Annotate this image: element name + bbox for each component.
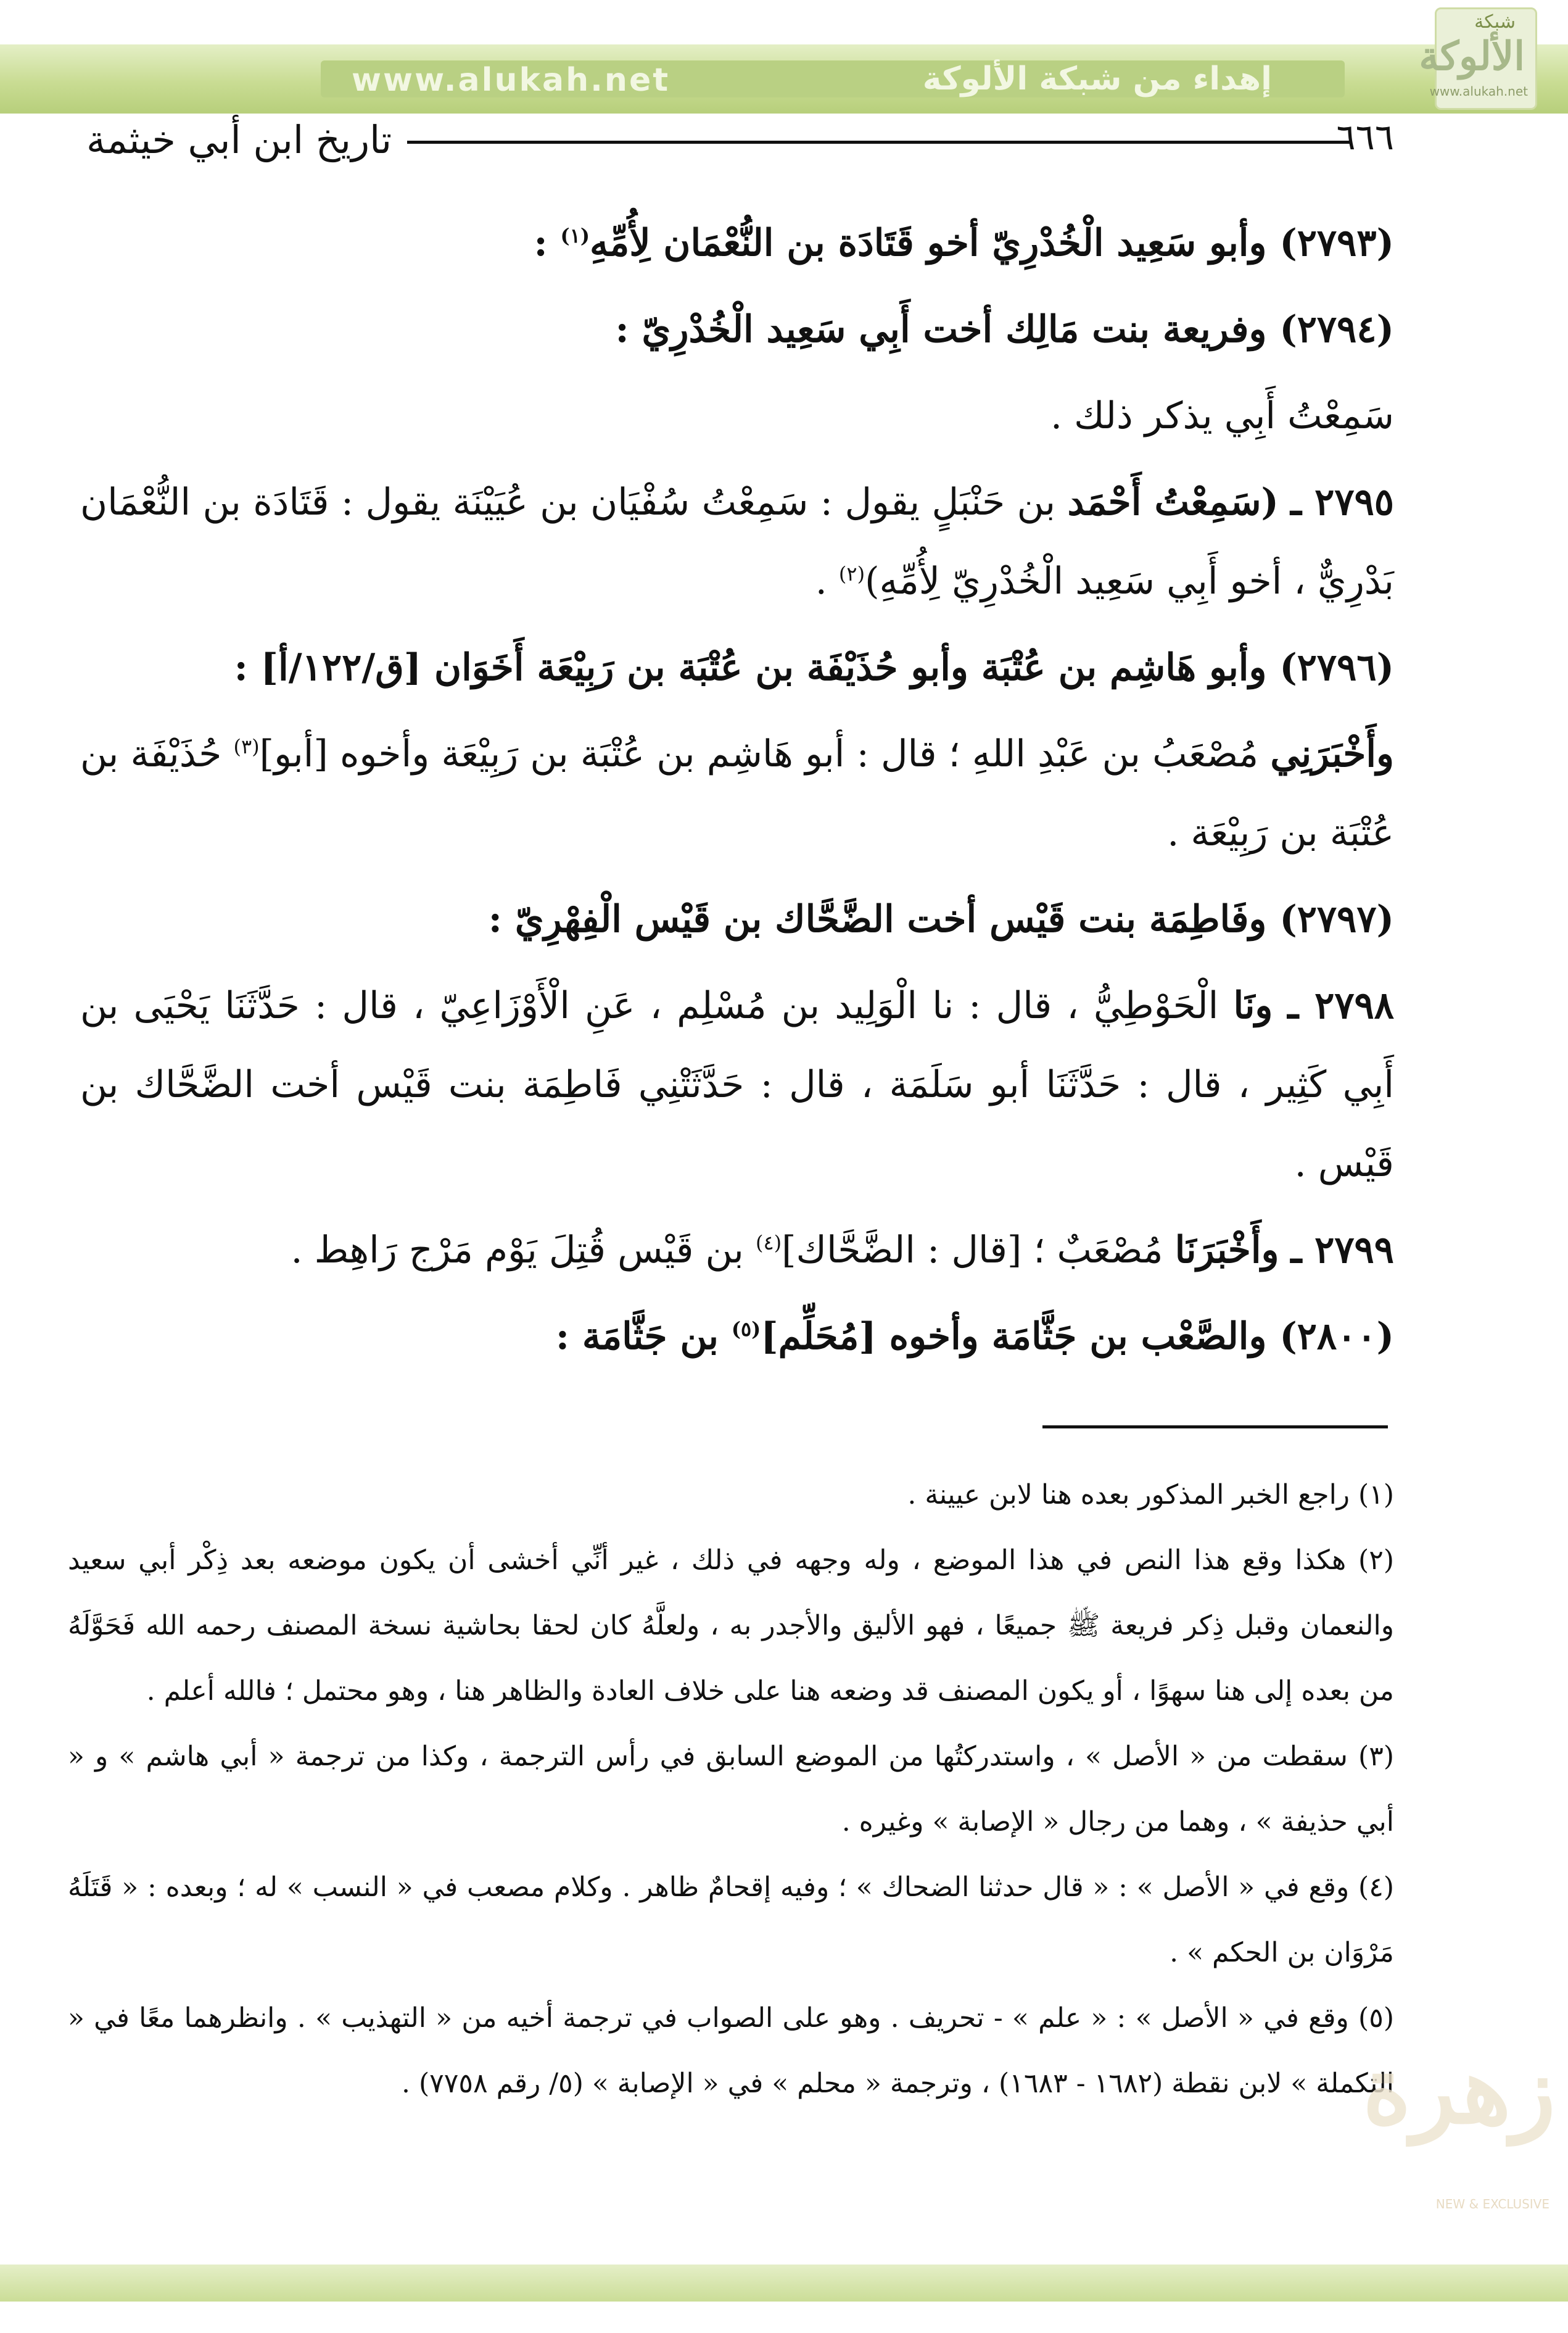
footnote-ref: (١) bbox=[560, 224, 590, 247]
entry-tail: : bbox=[534, 222, 561, 265]
page-header bbox=[86, 117, 1394, 173]
footnote-2: (٢) هكذا وقع هذا النص في هذا الموضع ، وله وجهه في ذلك ، غير أنِّي أخشى أن يكون موضعه بعد ذِكْر أبي سعيد والنعمان وقبل ذِكر فريعة ﷺ جميعًا ، فهو الأليق والأجدر به ، ولعلَّهُ كان لحقا بحاشية نسخة المصنف رحمه الله فَحَوَّلَهُ من بعده إلى هنا سهوًا ، أو يكون المصنف قد وضعه هنا على خلاف العادة والظاهر هنا ، وهو محتمل ؛ فالله أعلم . bbox=[68, 1544, 1394, 1707]
entry-lead: (سَمِعْتُ أَحْمَد bbox=[1067, 481, 1279, 524]
entry-number: (٢٧٩٧) bbox=[1279, 898, 1394, 941]
entry-number: ٢٧٩٨ ـ bbox=[1287, 984, 1394, 1027]
footnote-5: (٥) وقع في « الأصل » : « علم » - تحريف . وهو على الصواب في ترجمة أخيه من « التهذيب » . وانظرهما معًا في « التكملة » لابن نقطة (١٦٨٢ - ١٦٨٣) ، وترجمة « محلم » في « الإصابة » (٥/ رقم ٧٧٥٨) . bbox=[68, 2002, 1394, 2099]
entry-2799 bbox=[80, 1211, 1394, 1290]
entry-text: بن حَنْبَلٍ يقول : سَمِعْتُ سُفْيَان بن عُيَيْنَة يقول : قَتَادَة بن النُّعْمَان بَدْرِيٌّ ، أخو أَبِي سَعِيد الْخُدْرِيّ لِأُمِّهِ) bbox=[80, 481, 1394, 603]
entry-number: ٢٧٩٥ ـ bbox=[1290, 481, 1395, 524]
entry-2797 bbox=[80, 880, 1394, 959]
entry-tail: بن قَيْس قُتِلَ يَوْم مَرْج رَاهِط . bbox=[291, 1229, 756, 1272]
entry-text: مُصْعَبٌ ؛ [قال : الضَّحَّاك] bbox=[782, 1229, 1175, 1272]
footnote-ref: (٢) bbox=[838, 562, 865, 586]
footnote-ref: (٤) bbox=[755, 1231, 782, 1254]
entry-text: وفريعة بنت مَالِك أخت أَبِي سَعِيد الْخُدْرِيّ : bbox=[615, 308, 1267, 351]
entry-lead: وأَخْبَرَنَا bbox=[1174, 1229, 1279, 1272]
logo-url-text: www.alukah.net bbox=[1429, 84, 1528, 99]
footnote-4: (٤) وقع في « الأصل » : « قال حدثنا الضحاك » ؛ وفيه إقحامٌ ظاهر . وكلام مصعب في « النسب » له ؛ وبعده : « قَتَلَهُ مَرْوَان بن الحكم » . bbox=[68, 1871, 1394, 1968]
bottom-banner bbox=[0, 2265, 1568, 2302]
entry-2794 bbox=[80, 290, 1394, 369]
site-banner bbox=[0, 44, 1568, 114]
alukah-logo[interactable] bbox=[1419, 0, 1549, 117]
footnote-separator bbox=[1042, 1425, 1388, 1428]
entry-text: وفَاطِمَة بنت قَيْس أخت الضَّحَّاك بن قَيْس الْفِهْرِيّ : bbox=[488, 898, 1267, 941]
entry-tail: بن جَثَّامَة : bbox=[555, 1315, 732, 1358]
footnote-ref: (٥) bbox=[731, 1317, 761, 1341]
logo-main-text: الألوكة bbox=[1419, 33, 1525, 80]
entry-tail: حُذَيْفَة بن عُتْبَة بن رَبِيْعَة . bbox=[80, 732, 1394, 855]
entry-2793 bbox=[80, 204, 1394, 283]
entry-2795 bbox=[80, 463, 1394, 621]
entry-number: (٢٧٩٤) bbox=[1279, 308, 1394, 351]
entry-number: (٢٧٩٣) bbox=[1279, 222, 1394, 265]
logo-top-text: شبكة bbox=[1474, 11, 1516, 33]
entry-lead: وأَخْبَرَنِي bbox=[1270, 732, 1394, 776]
entry-text: الْحَوْطِيُّ ، قال : نا الْوَلِيد بن مُسْلِم ، عَنِ الْأَوْزَاعِيّ ، قال : حَدَّثَنَا يَحْيَى بن أَبِي كَثِير ، قال : حَدَّثَنَا أبو سَلَمَة ، قال : حَدَّثَتْنِي فَاطِمَة بنت قَيْس أخت الضَّحَّاك بن قَيْس . bbox=[80, 984, 1394, 1185]
main-text bbox=[80, 204, 1394, 1383]
entry-2794-body bbox=[80, 376, 1394, 455]
entry-text: مُصْعَبُ بن عَبْدِ اللهِ ؛ قال : أبو هَاشِم بن عُتْبَة بن رَبِيْعَة وأخوه [أبو] bbox=[259, 732, 1271, 776]
book-title: تاريخ ابن أبي خيثمة bbox=[86, 117, 392, 162]
entry-2796 bbox=[80, 628, 1394, 707]
page-number: ٦٦٦ bbox=[1336, 116, 1394, 158]
footnote-3: (٣) سقطت من « الأصل » ، واستدركتُها من الموضع السابق في رأس الترجمة ، وكذا من ترجمة « أبي هاشم » و « أبي حذيفة » ، وهما من رجال « الإصابة » وغيره . bbox=[68, 1741, 1394, 1838]
footnotes bbox=[68, 1462, 1394, 2116]
entry-number: (٢٧٩٦) bbox=[1279, 646, 1394, 689]
entry-tail: . bbox=[815, 560, 839, 603]
entry-text: والصَّعْب بن جَثَّامَة وأخوه [مُحَلِّم] bbox=[761, 1315, 1267, 1358]
watermark-subtext: NEW & EXCLUSIVE bbox=[1435, 2197, 1549, 2211]
entry-number: (٢٨٠٠) bbox=[1279, 1315, 1394, 1358]
entry-lead: ونَا bbox=[1233, 984, 1273, 1027]
entry-text: سَمِعْتُ أَبِي يذكر ذلك . bbox=[1050, 394, 1394, 437]
watermark-logo: زهرة bbox=[1363, 2036, 1556, 2145]
entry-text: وأبو سَعِيد الْخُدْرِيّ أخو قَتَادَة بن النُّعْمَان لِأُمِّهِ bbox=[590, 222, 1267, 265]
header-rule bbox=[407, 141, 1351, 144]
entry-text: وأبو هَاشِم بن عُتْبَة وأبو حُذَيْفَة بن عُتْبَة بن رَبِيْعَة أَخَوَان [ق/١٢٢/أ] : bbox=[234, 646, 1267, 689]
entry-number: ٢٧٩٩ ـ bbox=[1290, 1229, 1394, 1272]
banner-gift-text: إهداء من شبكة الألوكة bbox=[922, 60, 1272, 97]
entry-2798 bbox=[80, 966, 1394, 1203]
footnote-1: (١) راجع الخبر المذكور بعده هنا لابن عيينة . bbox=[907, 1479, 1394, 1510]
banner-url[interactable]: www.alukah.net bbox=[352, 62, 671, 99]
entry-2800 bbox=[80, 1297, 1394, 1376]
entry-2796-body bbox=[80, 715, 1394, 872]
footnote-ref: (٣) bbox=[233, 735, 260, 758]
